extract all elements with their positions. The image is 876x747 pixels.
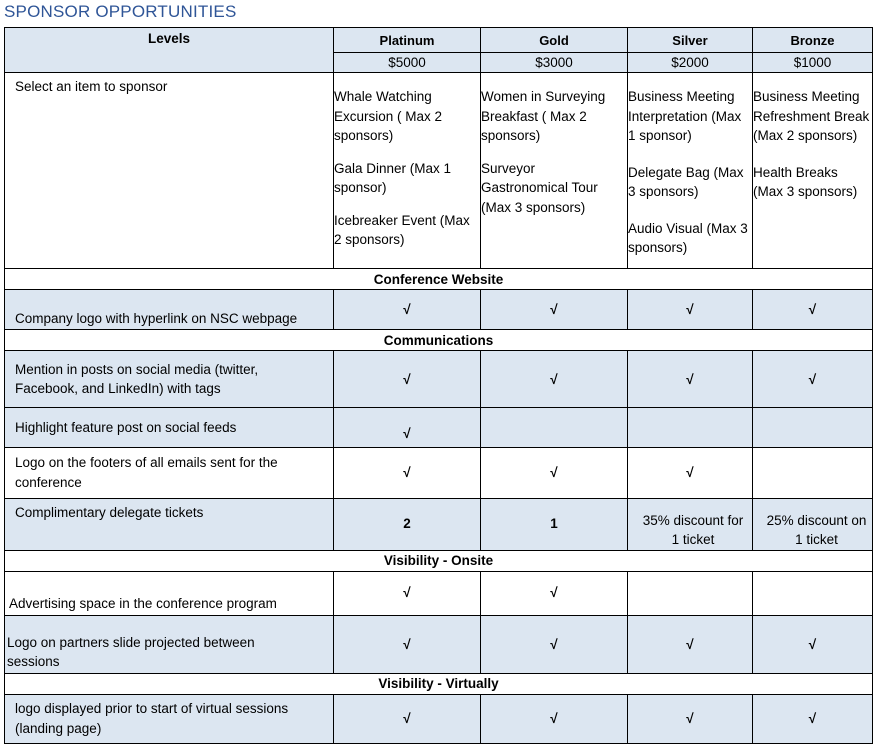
sponsor-item: Business Meeting Refreshment Break (Max 2 sponsors) [753, 89, 870, 144]
check-cell: √ [334, 615, 481, 673]
platinum-items [334, 73, 481, 269]
row-label: Advertising space in the conference program [5, 571, 334, 615]
row-label: Logo on the footers of all emails sent for the conference [5, 447, 334, 498]
check-cell [628, 571, 753, 615]
check-cell: √ [334, 290, 481, 330]
tier-price: $1000 [793, 54, 832, 70]
check-cell: √ [628, 351, 753, 408]
ticket-count: 2 [334, 498, 481, 550]
table-row [5, 290, 873, 330]
check-cell: √ [753, 694, 873, 743]
check-cell: √ [334, 447, 481, 498]
check-cell: √ [334, 351, 481, 408]
table-row [5, 615, 873, 673]
row-label: Company logo with hyperlink on NSC webpage [5, 290, 334, 330]
sponsor-table [4, 27, 873, 744]
tier-name: Silver [628, 30, 752, 53]
row-label: Complimentary delegate tickets [5, 498, 334, 550]
section-visibility-virtually: Visibility - Virtually [5, 673, 873, 694]
check-cell: √ [334, 408, 481, 447]
sponsor-item: Delegate Bag (Max 3 sponsors) [628, 164, 744, 200]
tier-platinum-header [334, 28, 481, 73]
select-item-label: Select an item to sponsor [5, 73, 334, 269]
page-title: SPONSOR OPPORTUNITIES [4, 2, 237, 21]
check-cell: √ [753, 615, 873, 673]
check-cell: √ [481, 290, 628, 330]
check-cell: √ [481, 615, 628, 673]
sponsor-item: Business Meeting Interpretation (Max 1 sponsor) [628, 89, 742, 144]
section-conference-website: Conference Website [5, 269, 873, 290]
table-row [5, 408, 873, 447]
check-cell: √ [334, 694, 481, 743]
sponsor-item: Icebreaker Event (Max 2 sponsors) [334, 212, 470, 248]
tier-price: $5000 [388, 54, 426, 70]
levels-header: Levels [5, 28, 334, 73]
tier-name: Bronze [753, 30, 872, 53]
bronze-items [753, 73, 873, 269]
check-cell [753, 447, 873, 498]
check-cell: √ [753, 290, 873, 330]
tier-name: Platinum [334, 30, 480, 53]
ticket-count: 1 [481, 498, 628, 550]
tier-price: $2000 [671, 54, 709, 70]
table-row [5, 694, 873, 743]
sponsor-item: Women in Surveying Breakfast ( Max 2 sponsors) [481, 89, 606, 144]
check-cell: √ [481, 447, 628, 498]
check-cell: √ [334, 571, 481, 615]
check-cell: √ [481, 694, 628, 743]
check-cell: √ [628, 615, 753, 673]
row-label: Highlight feature post on social feeds [5, 408, 334, 447]
sponsor-item: Health Breaks (Max 3 sponsors) [753, 164, 858, 200]
check-cell [753, 408, 873, 447]
check-cell: √ [628, 447, 753, 498]
tier-price: $3000 [535, 54, 573, 70]
check-cell [753, 571, 873, 615]
ticket-discount: 35% discount for 1 ticket [628, 498, 753, 550]
tier-bronze-header [753, 28, 873, 73]
table-row [5, 571, 873, 615]
tier-gold-header [481, 28, 628, 73]
table-row [5, 447, 873, 498]
row-label: Mention in posts on social media (twitter, Facebook, and LinkedIn) with tags [5, 351, 334, 408]
check-cell: √ [753, 351, 873, 408]
sponsor-item: Whale Watching Excursion ( Max 2 sponsors) [334, 89, 443, 144]
sponsor-item: Audio Visual (Max 3 sponsors) [628, 220, 748, 256]
check-cell [628, 408, 753, 447]
silver-items [628, 73, 753, 269]
tier-silver-header [628, 28, 753, 73]
tier-name: Gold [481, 30, 627, 53]
table-row [5, 351, 873, 408]
ticket-discount: 25% discount on 1 ticket [753, 498, 873, 550]
section-visibility-onsite: Visibility - Onsite [5, 550, 873, 571]
row-label: Logo on partners slide projected between sessions [5, 615, 334, 673]
check-cell [481, 408, 628, 447]
gold-items [481, 73, 628, 269]
section-communications: Communications [5, 330, 873, 351]
check-cell: √ [481, 571, 628, 615]
check-cell: √ [481, 351, 628, 408]
sponsor-item: Gala Dinner (Max 1 sponsor) [334, 160, 452, 196]
row-label: logo displayed prior to start of virtual sessions (landing page) [5, 694, 334, 743]
check-cell: √ [628, 694, 753, 743]
check-cell: √ [628, 290, 753, 330]
sponsor-item: Surveyor Gastronomical Tour (Max 3 sponsors) [481, 160, 598, 215]
table-row [5, 498, 873, 550]
